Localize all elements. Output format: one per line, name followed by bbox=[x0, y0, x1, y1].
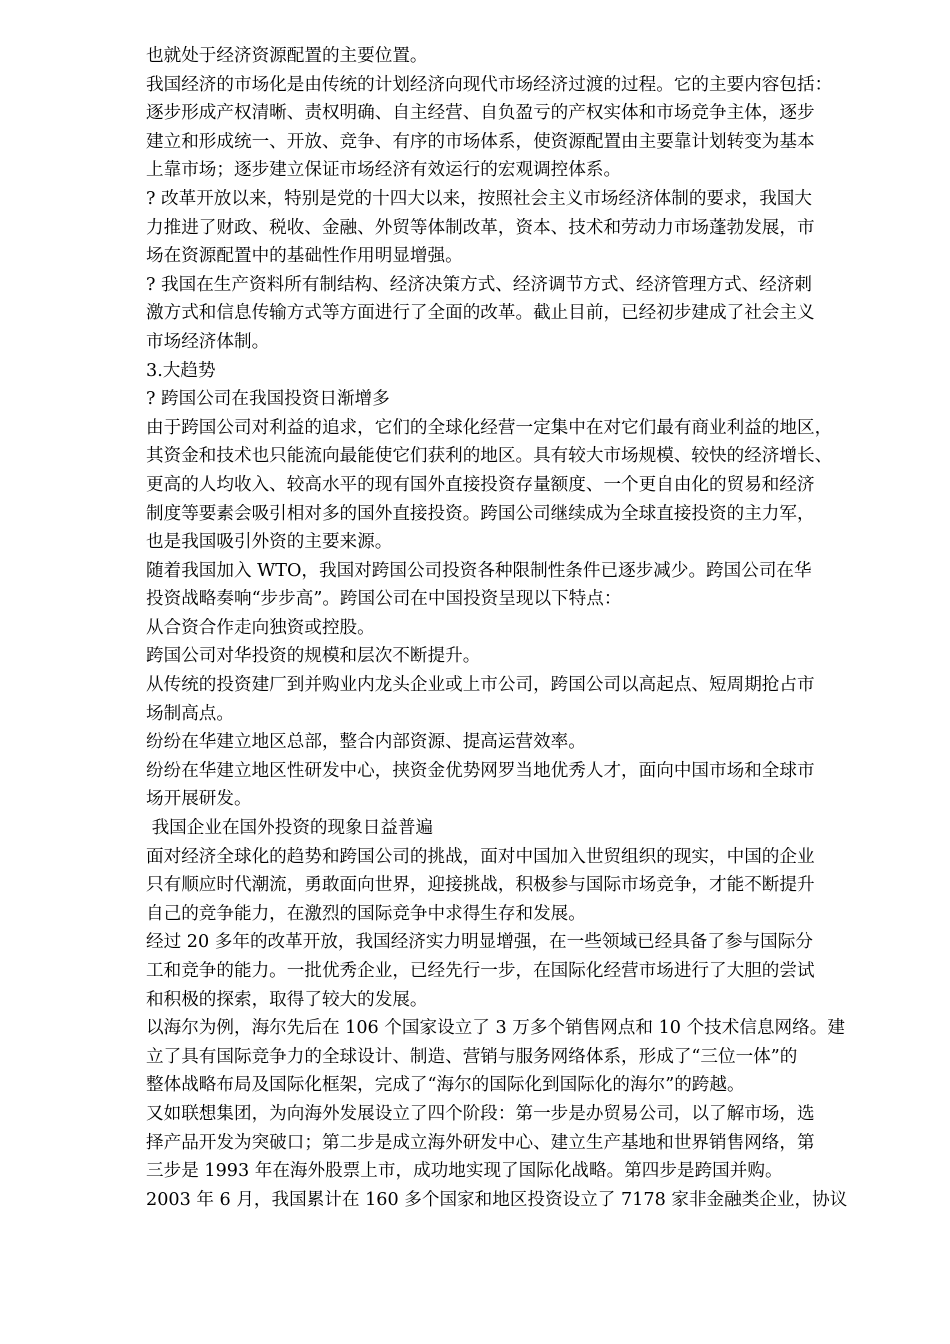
text-line: 激方式和信息传输方式等方面进行了全面的改革。截止目前，已经初步建成了社会主义 bbox=[146, 303, 815, 324]
text-line: 上靠市场；逐步建立保证市场经济有效运行的宏观调控体系。 bbox=[146, 160, 622, 181]
text-line: 制度等要素会吸引相对多的国外直接投资。跨国公司继续成为全球直接投资的主力军， bbox=[146, 503, 815, 524]
text-line: 我国经济的市场化是由传统的计划经济向现代市场经济过渡的过程。它的主要内容包括： bbox=[146, 74, 833, 95]
text-line: 跨国公司对华投资的规模和层次不断提升。 bbox=[146, 646, 481, 667]
text-line: 其资金和技术也只能流向最能使它们获利的地区。具有较大市场规模、较快的经济增长、 bbox=[146, 446, 833, 467]
text-line: 和积极的探索，取得了较大的发展。 bbox=[146, 989, 428, 1010]
text-line: 场开展研发。 bbox=[146, 789, 252, 810]
text-line: ? 我国在生产资料所有制结构、经济决策方式、经济调节方式、经济管理方式、经济刺 bbox=[146, 274, 812, 295]
text-line: 三步是 1993 年在海外股票上市，成功地实现了国际化战略。第四步是跨国并购。 bbox=[146, 1161, 783, 1182]
text-line: 纷纷在华建立地区性研发中心，挟资金优势网罗当地优秀人才，面向中国市场和全球市 bbox=[146, 760, 815, 781]
text-line: 2003 年 6 月，我国累计在 160 多个国家和地区投资设立了 7178 家非金融类企业，协议 bbox=[146, 1189, 848, 1210]
text-line: 又如联想集团，为向海外发展设立了四个阶段：第一步是办贸易公司，以了解市场，选 bbox=[146, 1103, 815, 1124]
text-line: 面对经济全球化的趋势和跨国公司的挑战，面对中国加入世贸组织的现实，中国的企业 bbox=[146, 846, 815, 867]
subsection-heading: 我国企业在国外投资的现象日益普遍 bbox=[146, 818, 434, 839]
text-line: 整体战略布局及国际化框架，完成了“海尔的国际化到国际化的海尔”的跨越。 bbox=[146, 1075, 745, 1096]
text-line: 市场经济体制。 bbox=[146, 331, 270, 352]
text-line: 只有顺应时代潮流，勇敢面向世界，迎接挑战，积极参与国际市场竞争，才能不断提升 bbox=[146, 875, 815, 896]
text-line: 也就处于经济资源配置的主要位置。 bbox=[146, 46, 428, 66]
text-line: 随着我国加入 WTO，我国对跨国公司投资各种限制性条件已逐步减少。跨国公司在华 bbox=[146, 560, 812, 581]
text-line: 投资战略奏响“步步高”。跨国公司在中国投资呈现以下特点： bbox=[146, 589, 622, 610]
text-line: 纷纷在华建立地区总部，整合内部资源、提高运营效率。 bbox=[146, 732, 586, 753]
text-line: 经过 20 多年的改革开放，我国经济实力明显增强，在一些领域已经具备了参与国际分 bbox=[146, 932, 813, 953]
text-line: 也是我国吸引外资的主要来源。 bbox=[146, 532, 393, 553]
text-line: 工和竞争的能力。一批优秀企业，已经先行一步，在国际化经营市场进行了大胆的尝试 bbox=[146, 961, 815, 981]
text-line: 以海尔为例，海尔先后在 106 个国家设立了 3 万多个销售网点和 10 个技术信息网络。建 bbox=[146, 1018, 845, 1039]
text-line: ? 改革开放以来，特别是党的十四大以来，按照社会主义市场经济体制的要求，我国大 bbox=[146, 188, 812, 209]
text-line: 更高的人均收入、较高水平的现有国外直接投资存量额度、一个更自由化的贸易和经济 bbox=[146, 474, 815, 495]
text-line: 自己的竞争能力，在激烈的国际竞争中求得生存和发展。 bbox=[146, 903, 586, 924]
text-line: 场在资源配置中的基础性作用明显增强。 bbox=[146, 246, 463, 267]
text-line: 从合资合作走向独资或控股。 bbox=[146, 617, 375, 638]
text-line: 建立和形成统一、开放、竞争、有序的市场体系，使资源配置由主要靠计划转变为基本 bbox=[146, 131, 815, 152]
subsection-heading: ? 跨国公司在我国投资日渐增多 bbox=[146, 389, 390, 410]
document-body bbox=[146, 42, 886, 1214]
text-line: 逐步形成产权清晰、责权明确、自主经营、自负盈亏的产权实体和市场竞争主体，逐步 bbox=[146, 103, 815, 124]
text-line: 场制高点。 bbox=[146, 703, 234, 724]
text-line: 立了具有国际竞争力的全球设计、制造、营销与服务网络体系，形成了“三位一体”的 bbox=[146, 1046, 798, 1067]
section-heading: 3.大趋势 bbox=[146, 360, 216, 381]
text-line: 择产品开发为突破口；第二步是成立海外研发中心、建立生产基地和世界销售网络，第 bbox=[146, 1132, 815, 1153]
text-line: 力推进了财政、税收、金融、外贸等体制改革，资本、技术和劳动力市场蓬勃发展，市 bbox=[146, 217, 815, 238]
text-line: 从传统的投资建厂到并购业内龙头企业或上市公司，跨国公司以高起点、短周期抢占市 bbox=[146, 675, 815, 696]
text-line: 由于跨国公司对利益的追求，它们的全球化经营一定集中在对它们最有商业利益的地区， bbox=[146, 417, 833, 438]
